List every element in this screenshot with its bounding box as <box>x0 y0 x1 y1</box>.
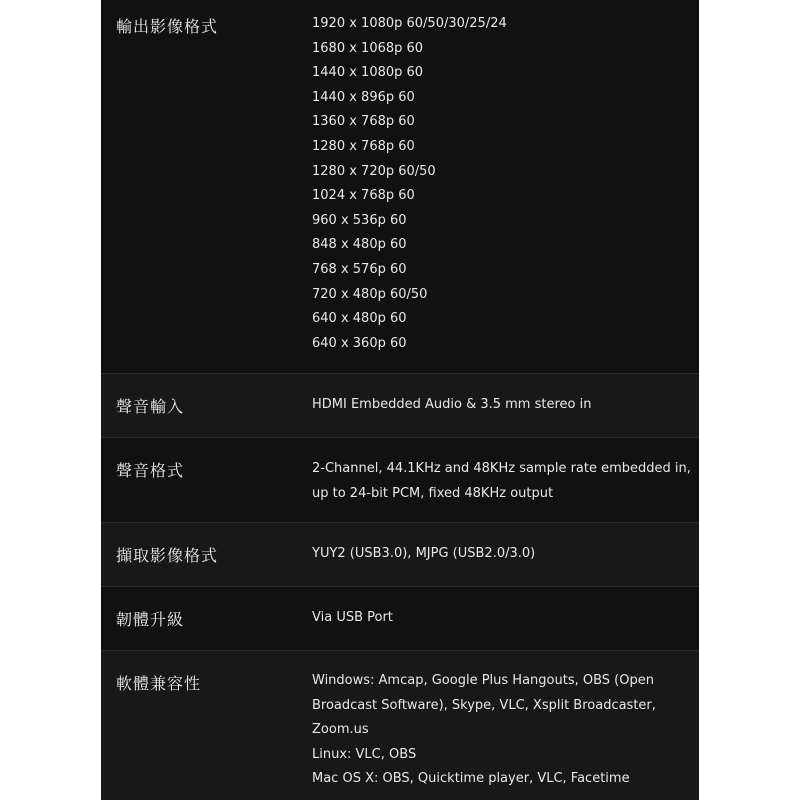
spec-label-capture-format: 擷取影像格式 <box>116 546 219 565</box>
value-line: HDMI Embedded Audio & 3.5 mm stereo in <box>312 397 592 412</box>
spec-row-audio-format <box>101 438 699 523</box>
value-line: 1024 x 768p 60 <box>312 188 415 204</box>
value-line: 848 x 480p 60 <box>312 237 407 253</box>
value-line: 1440 x 896p 60 <box>312 89 415 105</box>
spec-row-firmware <box>101 587 699 651</box>
value-line: Via USB Port <box>312 610 393 625</box>
value-line: 720 x 480p 60/50 <box>312 286 428 302</box>
spec-value-audio-input <box>312 393 692 418</box>
spec-value-firmware <box>312 606 692 631</box>
value-line: Windows: Amcap, Google Plus Hangouts, OBS (Open <box>312 673 654 688</box>
value-line: YUY2 (USB3.0), MJPG (USB2.0/3.0) <box>312 546 536 561</box>
value-line: up to 24-bit PCM, fixed 48KHz output <box>312 485 554 501</box>
value-line: 1360 x 768p 60 <box>312 114 415 130</box>
value-line: Zoom.us <box>312 722 369 738</box>
spec-label-software: 軟體兼容性 <box>116 674 202 693</box>
value-line: 640 x 480p 60 <box>312 311 407 327</box>
spec-label-output-format: 輸出影像格式 <box>116 17 219 36</box>
spec-label-audio-input: 聲音輸入 <box>116 397 185 416</box>
value-line: Broadcast Software), Skype, VLC, Xsplit Broadcaster, <box>312 697 656 713</box>
value-line: 1280 x 720p 60/50 <box>312 163 436 179</box>
value-line: 768 x 576p 60 <box>312 261 407 277</box>
value-line: Linux: VLC, OBS <box>312 746 417 762</box>
spec-table <box>101 0 699 800</box>
value-line: 1680 x 1068p 60 <box>312 40 424 56</box>
spec-value-capture-format <box>312 542 692 567</box>
value-line: 960 x 536p 60 <box>312 212 407 228</box>
spec-row-output-format <box>101 0 699 374</box>
spec-value-output-format <box>312 12 692 356</box>
value-line: 1280 x 768p 60 <box>312 138 415 154</box>
value-line: 640 x 360p 60 <box>312 335 407 351</box>
spec-row-audio-input <box>101 374 699 438</box>
spec-value-audio-format <box>312 457 692 506</box>
value-line: 1440 x 1080p 60 <box>312 65 424 81</box>
spec-row-capture-format <box>101 523 699 587</box>
spec-label-audio-format: 聲音格式 <box>116 461 185 480</box>
value-line: 2-Channel, 44.1KHz and 48KHz sample rate embedded in, <box>312 461 691 476</box>
spec-label-firmware: 韌體升級 <box>116 610 185 629</box>
spec-value-software <box>312 669 692 792</box>
value-line: Mac OS X: OBS, Quicktime player, VLC, Facetime <box>312 771 630 787</box>
value-line: 1920 x 1080p 60/50/30/25/24 <box>312 16 507 31</box>
spec-row-software <box>101 651 699 800</box>
